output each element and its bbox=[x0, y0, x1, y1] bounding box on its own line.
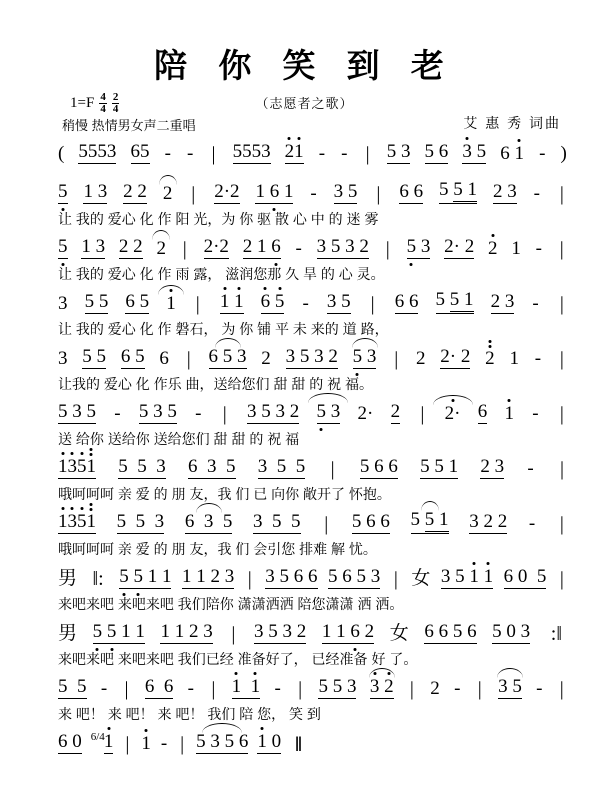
lyrics-line-7: 哦呵呵呵 亲 爱 的 朋 友，我 们 会引您 排难 解 忧。 bbox=[58, 541, 377, 558]
notes-line-1 bbox=[58, 174, 567, 204]
music-line-9 bbox=[0, 614, 609, 669]
dash: - bbox=[536, 678, 543, 700]
note-group: 3 5 3 2 bbox=[247, 401, 300, 423]
note-group: 6 0 bbox=[58, 731, 82, 753]
barline: | bbox=[385, 238, 390, 261]
note: 5 bbox=[58, 181, 68, 203]
dash: - bbox=[532, 293, 539, 315]
part-marker-female: 女 bbox=[389, 623, 409, 645]
note-group: 5 3 5 6 bbox=[196, 732, 248, 754]
note-group: 5553 bbox=[232, 141, 271, 163]
time-signature-1-numerator: 4 bbox=[100, 91, 106, 104]
note-group: 1 3 bbox=[81, 236, 106, 258]
note-group: 1351 bbox=[58, 511, 96, 533]
dash: - bbox=[533, 183, 540, 205]
notes-intro bbox=[58, 134, 567, 164]
note-group: 5 5 3 bbox=[116, 511, 165, 533]
dash: - bbox=[532, 403, 539, 425]
note-group: 3 5 5 bbox=[257, 456, 306, 478]
time-signature-1-denominator: 4 bbox=[100, 103, 106, 116]
note: 1 bbox=[511, 238, 521, 260]
note-group: 3 5 3 2 bbox=[285, 346, 338, 368]
note-group: 2·2 bbox=[203, 236, 229, 258]
music-line-1 bbox=[0, 174, 609, 229]
page-title: 陪 你 笑 到 老 bbox=[154, 47, 455, 84]
barline: | bbox=[393, 568, 398, 591]
dash: - bbox=[160, 733, 168, 755]
note-group: 1 3 bbox=[83, 181, 108, 203]
music-lines bbox=[0, 134, 609, 776]
barline: | bbox=[559, 513, 564, 536]
paren-close: ) bbox=[560, 143, 567, 165]
barline: | bbox=[559, 568, 564, 591]
note: 6 bbox=[477, 401, 488, 423]
note: 2 bbox=[156, 239, 166, 259]
dash: - bbox=[341, 143, 348, 165]
note-group: 5 5 1 1 bbox=[119, 566, 172, 588]
note-group: 5553 bbox=[78, 141, 117, 163]
note: 1 bbox=[504, 403, 515, 425]
note-group: 2 2 bbox=[118, 236, 143, 258]
barline: | bbox=[231, 623, 236, 646]
note-group: 5 6 6 bbox=[351, 511, 390, 533]
note-group: 5 5 bbox=[84, 291, 109, 313]
dash: - bbox=[295, 238, 302, 260]
note-group: 6 6 bbox=[394, 291, 419, 313]
note-group: 5 5 1 bbox=[420, 456, 459, 478]
barline: | bbox=[125, 733, 130, 756]
note-group: 1 0 bbox=[257, 731, 282, 753]
dash: - bbox=[528, 513, 536, 535]
note-group: 6 5 bbox=[260, 291, 285, 313]
barline: | bbox=[394, 348, 399, 371]
note-group: 1 1 6 2 bbox=[321, 621, 375, 643]
notes-line-3 bbox=[58, 284, 567, 314]
note-group: 6 5 3 bbox=[209, 347, 247, 369]
note-group: 6 5 bbox=[125, 291, 150, 313]
note: 2 bbox=[488, 238, 498, 260]
note-group: 5 5 3 bbox=[118, 456, 166, 478]
barline: | bbox=[559, 348, 564, 371]
barline: | bbox=[420, 403, 425, 426]
notes-line-10 bbox=[58, 669, 567, 699]
dash: - bbox=[100, 678, 108, 700]
note-group: 3 5 1 1 bbox=[440, 566, 494, 588]
barline: | bbox=[477, 678, 482, 701]
barline: | bbox=[182, 238, 187, 261]
barline: | bbox=[330, 458, 335, 481]
barline: | bbox=[211, 678, 216, 701]
note: 2· bbox=[445, 404, 461, 424]
note-group: 5 3 bbox=[406, 236, 431, 258]
time-signature-2-numerator: 2 bbox=[112, 91, 119, 104]
note-group: 2· 2 bbox=[440, 346, 471, 368]
note-group: 3 2 bbox=[370, 677, 394, 699]
dash: - bbox=[187, 678, 194, 700]
note: 1 bbox=[166, 294, 176, 314]
barline: | bbox=[559, 238, 564, 261]
part-marker-male: 男 bbox=[58, 623, 78, 645]
score-metadata bbox=[0, 88, 609, 132]
time-signature-2 bbox=[112, 92, 120, 115]
note-group: 2 3 bbox=[492, 181, 517, 203]
notes-line-4 bbox=[58, 339, 567, 369]
note-group: 5 3 5 bbox=[58, 401, 96, 423]
note-group: 1 1 bbox=[219, 291, 244, 313]
key-label: 1=F bbox=[70, 95, 95, 112]
note-group: 21 bbox=[284, 141, 304, 163]
barline: | bbox=[180, 733, 185, 756]
note-group: 3 5 3 2 bbox=[316, 236, 369, 258]
note-group: 3 5 bbox=[498, 677, 522, 699]
dash: - bbox=[318, 143, 326, 165]
dash: - bbox=[454, 678, 461, 700]
note-group: 5 3 bbox=[386, 141, 411, 163]
barline: | bbox=[409, 678, 414, 701]
music-line-11 bbox=[0, 724, 609, 776]
music-line-4 bbox=[0, 339, 609, 394]
music-line-10 bbox=[0, 669, 609, 724]
note-group: 5 5 bbox=[82, 346, 107, 368]
note-group: 1351 bbox=[58, 456, 96, 478]
notes-line-5 bbox=[58, 394, 567, 424]
notes-line-2 bbox=[58, 229, 567, 259]
music-line-6 bbox=[0, 449, 609, 504]
lyrics-line-4: 让我的 爱心 化 作乐 曲，送给您们 甜 甜 的 祝 福。 bbox=[58, 376, 374, 393]
note-group: 6 5 bbox=[120, 346, 145, 368]
dash: - bbox=[187, 143, 194, 165]
notes-line-6 bbox=[58, 449, 567, 479]
barline: | bbox=[211, 143, 216, 166]
note-group: 3 5 bbox=[333, 181, 358, 203]
note-group: 5 6 bbox=[424, 141, 449, 163]
lyrics-line-8: 来吧来吧 来吧来吧 我们陪你 潇潇洒洒 陪您潇潇 洒 洒。 bbox=[58, 596, 404, 613]
barline: | bbox=[376, 183, 381, 206]
lyrics-line-3: 让 我的 爱心 化 作 磐石， 为 你 铺 平 未 来的 道 路， bbox=[58, 321, 389, 338]
note-group: 6 6 bbox=[144, 676, 174, 698]
note-group: 3 2 2 bbox=[469, 511, 508, 533]
notes-line-8 bbox=[58, 559, 567, 589]
note-group: 6 6 5 6 bbox=[424, 621, 477, 643]
lyrics-line-1: 让 我的 爱心 化 作 阳 光，为 你 驱 散 心 中 的 迷 雾 bbox=[58, 211, 379, 228]
note-group: 5 6 6 bbox=[359, 456, 398, 478]
note-group: 2 3 bbox=[490, 291, 515, 313]
dash: - bbox=[164, 143, 171, 165]
note-group: 5 5 1 bbox=[439, 180, 477, 204]
note-group: 3 5 bbox=[326, 291, 351, 313]
note-group: 6 3 5 bbox=[188, 456, 236, 478]
key-signature bbox=[70, 92, 119, 115]
dash: - bbox=[539, 143, 546, 165]
part-marker-male: 男 bbox=[58, 568, 78, 590]
note-group: 6 0 5 bbox=[503, 566, 547, 588]
note-group: 2 2 bbox=[123, 181, 147, 203]
note: 2 bbox=[163, 184, 173, 204]
notes-line-7 bbox=[58, 504, 567, 534]
note: 2 bbox=[430, 678, 440, 700]
barline: | bbox=[191, 183, 196, 206]
dash: - bbox=[114, 403, 121, 425]
note: 2 bbox=[390, 401, 401, 423]
note-group: 2· 2 bbox=[444, 236, 475, 258]
note-group: 5 3 5 bbox=[138, 401, 177, 423]
note-group: 6 6 bbox=[399, 181, 424, 203]
note-group: 5 5 1 bbox=[411, 510, 449, 534]
note-group: 3 5 5 bbox=[253, 511, 301, 533]
note-group: 3 5 3 2 bbox=[253, 621, 307, 643]
lyrics-line-9: 来吧来吧 来吧来吧 我们已经 准备好了， 已经准备 好 了。 bbox=[58, 651, 418, 668]
note-group: 5 3 bbox=[317, 402, 341, 424]
barline: | bbox=[559, 293, 564, 316]
note-group: 2·2 bbox=[214, 181, 240, 203]
dash: - bbox=[302, 293, 309, 315]
barline: | bbox=[124, 678, 129, 701]
notes-line-11 bbox=[58, 724, 567, 757]
note: 1 bbox=[141, 733, 151, 755]
note: 2· bbox=[357, 403, 374, 425]
note-group: 5 5 3 bbox=[318, 676, 357, 698]
note: 6 bbox=[159, 348, 169, 370]
note-group: 1 1 2 3 bbox=[160, 621, 213, 643]
music-line-5 bbox=[0, 394, 609, 449]
note-group: 5 6 5 3 bbox=[328, 566, 381, 588]
final-barline: ‖ bbox=[295, 732, 299, 757]
note-group: 2 3 bbox=[480, 456, 505, 478]
barline: | bbox=[559, 183, 564, 206]
note-group: 5 0 3 bbox=[492, 621, 531, 643]
barline: | bbox=[247, 568, 252, 591]
lyrics-line-5: 送 给你 送给你 送给您们 甜 甜 的 祝 福 bbox=[58, 431, 300, 448]
note: 3 bbox=[58, 293, 68, 315]
dash: - bbox=[195, 403, 202, 425]
barline: | bbox=[324, 513, 329, 536]
repeat-close-sign: :‖ bbox=[550, 623, 562, 646]
note-group: 5 5 bbox=[58, 676, 87, 698]
tempo-marking: 稍慢 热情男女声二重唱 bbox=[62, 118, 196, 134]
barline: | bbox=[186, 348, 191, 371]
barline: | bbox=[365, 143, 370, 166]
dash: - bbox=[527, 458, 534, 480]
part-marker-female: 女 bbox=[411, 568, 431, 590]
lyrics-line-6: 哦呵呵呵 亲 爱 的 朋 友，我 们 已 向你 敞开了 怀抱。 bbox=[58, 486, 391, 503]
paren-open: ( bbox=[58, 143, 65, 165]
lyrics-line-2: 让 我的 爱心 化 作 雨 露， 滋润您那 久 旱 的 心 灵。 bbox=[58, 266, 385, 283]
note-group: 1 1 bbox=[231, 676, 261, 698]
dash: - bbox=[310, 183, 317, 205]
music-line-2 bbox=[0, 229, 609, 284]
note-group: 2 1 6 bbox=[242, 236, 281, 258]
note-group: 3 5 6 6 bbox=[265, 566, 318, 588]
dash: - bbox=[274, 678, 281, 700]
note-group: 3 5 bbox=[462, 141, 487, 163]
music-line-intro bbox=[0, 134, 609, 174]
subtitle: （志愿者之歌） bbox=[255, 96, 354, 112]
lyrics-line-10: 来 吧！ 来 吧！ 来 吧！ 我们 陪 您， 笑 到 bbox=[58, 706, 321, 723]
barline: | bbox=[370, 293, 375, 316]
barline: | bbox=[298, 678, 303, 701]
music-line-3 bbox=[0, 284, 609, 339]
repeat-open-sign: ‖: bbox=[92, 568, 104, 591]
note-group: 1 6 1 bbox=[255, 181, 294, 203]
notes-line-9 bbox=[58, 614, 567, 644]
dash: - bbox=[534, 348, 542, 370]
note: 3 bbox=[58, 348, 68, 370]
time-signature-2-denominator: 4 bbox=[112, 103, 119, 116]
note-group: 65 bbox=[130, 141, 150, 163]
barline: | bbox=[559, 678, 564, 701]
barline: | bbox=[195, 293, 200, 316]
music-line-7 bbox=[0, 504, 609, 559]
dash: - bbox=[535, 238, 542, 260]
time-signature-1 bbox=[99, 92, 107, 115]
barline: | bbox=[222, 403, 227, 426]
note: 1 bbox=[509, 348, 519, 370]
note-group: 5 5 1 bbox=[436, 290, 474, 314]
note: 5 bbox=[58, 236, 68, 258]
note-group: 1 1 2 3 bbox=[181, 566, 235, 588]
note: 2 bbox=[416, 348, 426, 370]
note: 2 bbox=[485, 348, 495, 370]
note-group: 6 1 bbox=[500, 143, 524, 165]
note: 2 bbox=[261, 348, 271, 370]
note-group: 5 5 1 1 bbox=[92, 621, 145, 643]
barline: | bbox=[559, 403, 564, 426]
composer-credit: 艾 惠 秀 词曲 bbox=[463, 115, 561, 132]
note-group: 5 3 bbox=[353, 347, 377, 369]
music-line-8 bbox=[0, 559, 609, 614]
note-group: 6 3 5 bbox=[185, 512, 233, 534]
segno-marking: 6/41 bbox=[90, 730, 114, 753]
barline: | bbox=[559, 458, 564, 481]
